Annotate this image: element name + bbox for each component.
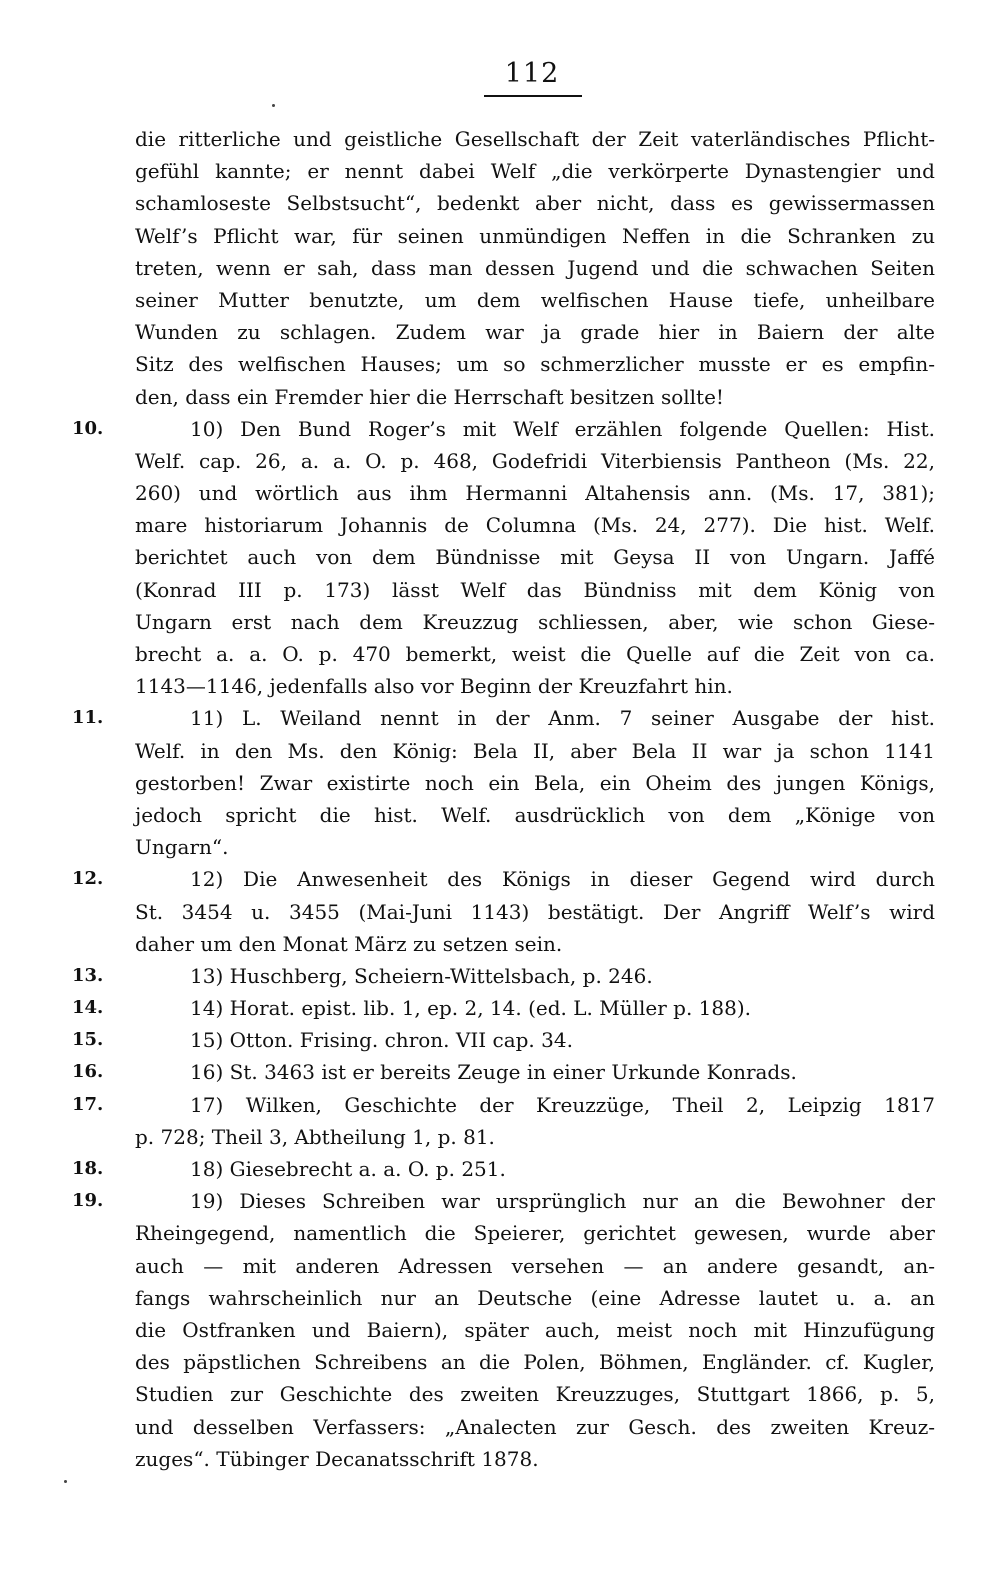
- print-speck: [272, 104, 275, 107]
- text-line: [135, 1282, 935, 1314]
- text-line: [135, 735, 935, 767]
- footnote-marginal-number: 19.: [72, 1190, 104, 1212]
- text-line: [135, 896, 935, 928]
- footnote-first-line: [72, 702, 935, 734]
- page-number: 112: [504, 58, 560, 89]
- text-line: [135, 574, 935, 606]
- footnote-first-line: [72, 1185, 935, 1217]
- text-line: [135, 928, 935, 960]
- line-text: 18) Giesebrecht a. a. O. p. 251.: [190, 1157, 506, 1181]
- line-text: p. 728; Theil 3, Abtheilung 1, p. 81.: [135, 1124, 495, 1149]
- text-line: [135, 509, 935, 541]
- text-line: [135, 638, 935, 670]
- line-text: Sitz des welfischen Hauses; um so schmerzlicher musste er es empfin-: [135, 352, 935, 377]
- line-text: 16) St. 3463 ist er bereits Zeuge in einer Urkunde Konrads.: [190, 1060, 797, 1085]
- text-line: [135, 767, 935, 799]
- footnote-marginal-number: 15.: [72, 1029, 104, 1051]
- line-text: berichtet auch von dem Bündnisse mit Geysa II von Ungarn. Jaffé: [135, 545, 935, 570]
- line-text: 13) Huschberg, Scheiern-Wittelsbach, p. 246.: [190, 963, 653, 988]
- line-text: Welf. cap. 26, a. a. O. p. 468, Godefridi Viterbiensis Pantheon (Ms. 22,: [135, 448, 935, 473]
- line-text: daher um den Monat März zu setzen sein.: [135, 931, 563, 956]
- line-text: gefühl kannte; er nennt dabei Welf „die verkörperte Dynastengier und: [135, 159, 935, 184]
- line-text: Studien zur Geschichte des zweiten Kreuzzuges, Stuttgart 1866, p. 5,: [135, 1382, 935, 1407]
- line-text: Rheingegend, namentlich die Speierer, gerichtet gewesen, wurde aber: [135, 1221, 935, 1246]
- text-line: [135, 799, 935, 831]
- line-text: 15) Otton. Frising. chron. VII cap. 34.: [190, 1028, 573, 1053]
- footnote-marginal-number: 11.: [72, 707, 104, 729]
- text-line: [135, 1217, 935, 1249]
- footnote-first-line: [72, 1024, 935, 1056]
- line-text: 12) Die Anwesenheit des Königs in dieser Gegend wird durch: [190, 867, 935, 892]
- footnote-marginal-number: 18.: [72, 1158, 104, 1179]
- line-text: seiner Mutter benutzte, um dem welfischen Hause tiefe, unheilbare: [135, 287, 935, 312]
- line-text: 260) und wörtlich aus ihm Hermanni Altahensis ann. (Ms. 17, 381);: [135, 481, 935, 506]
- line-text: die Ostfranken und Baiern), später auch, meist noch mit Hinzufügung: [135, 1317, 935, 1342]
- line-text: 17) Wilken, Geschichte der Kreuzzüge, Theil 2, Leipzig 1817: [190, 1092, 935, 1117]
- text-line: [135, 831, 935, 863]
- text-line: [135, 252, 935, 284]
- line-text: jedoch spricht die hist. Welf. ausdrücklich von dem „Könige von: [135, 802, 935, 827]
- footnote-first-line: [72, 992, 935, 1024]
- text-line: [135, 670, 935, 702]
- text-line: [135, 1346, 935, 1378]
- line-text: 19) Dieses Schreiben war ursprünglich nur an die Bewohner der: [190, 1189, 935, 1214]
- line-text: schamloseste Selbstsucht“, bedenkt aber nicht, dass es gewissermassen: [135, 191, 935, 216]
- page-number-rule: [484, 95, 582, 97]
- footnote-marginal-number: 13.: [72, 964, 104, 986]
- text-line: [135, 348, 935, 380]
- text-line: [135, 284, 935, 316]
- footnote-marginal-number: 12.: [72, 868, 104, 890]
- line-text: 14) Horat. epist. lib. 1, ep. 2, 14. (ed. L. Müller p. 188).: [190, 996, 751, 1021]
- line-text: zuges“. Tübinger Decanatsschrift 1878.: [135, 1446, 539, 1471]
- footnote-first-line: [72, 413, 935, 445]
- line-text: St. 3454 u. 3455 (Mai-Juni 1143) bestätigt. Der Angriff Welf’s wird: [135, 899, 935, 924]
- text-line: [135, 381, 935, 413]
- line-text: gestorben! Zwar existirte noch ein Bela, ein Oheim des jungen Königs,: [135, 770, 935, 795]
- footnote-marginal-number: 14.: [72, 997, 104, 1019]
- line-text: des päpstlichen Schreibens an die Polen, Böhmen, Engländer. cf. Kugler,: [135, 1350, 935, 1375]
- footnote-first-line: [72, 1089, 935, 1121]
- text-line: [135, 1314, 935, 1346]
- line-text: 11) L. Weiland nennt in der Anm. 7 seiner Ausgabe der hist.: [190, 706, 935, 731]
- line-text: brecht a. a. O. p. 470 bemerkt, weist die Quelle auf die Zeit von ca.: [135, 642, 935, 666]
- line-text: mare historiarum Johannis de Columna (Ms. 24, 277). Die hist. Welf.: [135, 513, 935, 538]
- line-text: fangs wahrscheinlich nur an Deutsche (eine Adresse lautet u. a. an: [135, 1285, 935, 1310]
- line-text: 10) Den Bund Roger’s mit Welf erzählen folgende Quellen: Hist.: [190, 416, 935, 441]
- text-line: [135, 541, 935, 573]
- body-text: [72, 123, 935, 1475]
- footnote-marginal-number: 16.: [72, 1061, 104, 1083]
- line-text: auch — mit anderen Adressen versehen — an andere gesandt, an-: [135, 1253, 935, 1278]
- text-line: [135, 123, 935, 155]
- text-line: [135, 445, 935, 477]
- footnote-first-line: [72, 1153, 935, 1185]
- text-line: [135, 477, 935, 509]
- footnote-first-line: [72, 863, 935, 895]
- text-line: [135, 155, 935, 187]
- footnote-first-line: [72, 960, 935, 992]
- text-line: [135, 1378, 935, 1410]
- line-text: und desselben Verfassers: „Analecten zur Gesch. des zweiten Kreuz-: [135, 1414, 935, 1439]
- line-text: treten, wenn er sah, dass man dessen Jugend und die schwachen Seiten: [135, 255, 935, 280]
- line-text: 1143—1146, jedenfalls also vor Beginn der Kreuzfahrt hin.: [135, 674, 733, 699]
- footnote-first-line: [72, 1056, 935, 1088]
- line-text: Welf’s Pflicht war, für seinen unmündigen Neffen in die Schranken zu: [135, 223, 935, 248]
- footnote-marginal-number: 10.: [72, 417, 104, 439]
- line-text: Ungarn erst nach dem Kreuzzug schliessen, aber, wie schon Giese-: [135, 609, 935, 634]
- text-line: [135, 606, 935, 638]
- text-line: [135, 1411, 935, 1443]
- line-text: den, dass ein Fremder hier die Herrschaft besitzen sollte!: [135, 384, 724, 409]
- print-speck: [64, 1480, 67, 1483]
- line-text: Ungarn“.: [135, 835, 229, 860]
- text-line: [135, 316, 935, 348]
- text-line: [135, 1250, 935, 1282]
- line-text: Welf. in den Ms. den König: Bela II, aber Bela II war ja schon 1141: [135, 738, 935, 763]
- line-text: (Konrad III p. 173) lässt Welf das Bündniss mit dem König von: [135, 577, 935, 602]
- text-line: [135, 1121, 935, 1153]
- text-line: [135, 187, 935, 219]
- text-line: [135, 1443, 935, 1475]
- footnote-marginal-number: 17.: [72, 1093, 104, 1115]
- text-line: [135, 220, 935, 252]
- line-text: Wunden zu schlagen. Zudem war ja grade hier in Baiern der alte: [135, 320, 935, 345]
- line-text: die ritterliche und geistliche Gesellschaft der Zeit vaterländisches Pflicht-: [135, 127, 935, 151]
